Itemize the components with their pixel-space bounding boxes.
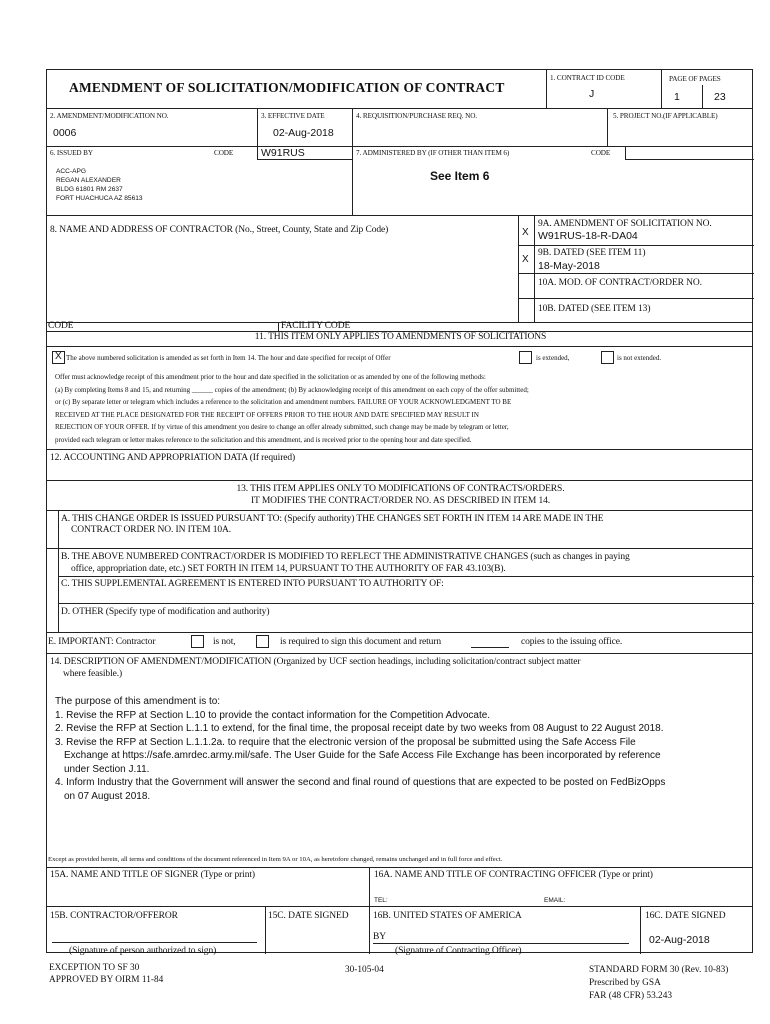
item11-mark: X — [55, 351, 62, 362]
is-not-label: is not, — [213, 637, 236, 647]
requisition-label: 4. REQUISITION/PURCHASE REQ. NO. — [356, 112, 477, 120]
by-label: BY — [373, 932, 386, 942]
is-not-extended-checkbox[interactable] — [601, 351, 614, 364]
page-of-pages-label: PAGE OF PAGES — [669, 75, 721, 83]
signature-officer-caption: (Signature of Contracting Officer) — [395, 946, 522, 956]
item11-heading: 11. THIS ITEM ONLY APPLIES TO AMENDMENTS OF SOLICITATIONS — [254, 332, 547, 342]
item9a-value[interactable]: W91RUS-18-R-DA04 — [538, 230, 638, 242]
form-code: 30-105-04 — [345, 965, 384, 975]
issued-by-label: 6. ISSUED BY — [50, 149, 93, 157]
administered-by-code-label: CODE — [591, 149, 611, 157]
is-not-checkbox[interactable] — [191, 635, 204, 648]
issued-by-code-label: CODE — [214, 149, 234, 157]
project-no-label: 5. PROJECT NO.(IF APPLICABLE) — [613, 112, 718, 120]
is-required-label: is required to sign this document and return — [280, 637, 442, 647]
item9a-label: 9A. AMENDMENT OF SOLICITATION NO. — [538, 219, 712, 229]
amendment-form — [46, 69, 753, 956]
effective-date-value[interactable]: 02-Aug-2018 — [273, 127, 334, 139]
item10b-label: 10B. DATED (SEE ITEM 13) — [538, 304, 651, 314]
administered-by-value: See Item 6 — [430, 169, 490, 183]
signer-name-label: 15A. NAME AND TITLE OF SIGNER (Type or print) — [50, 870, 255, 880]
amendment-no-label: 2. AMENDMENT/MODIFICATION NO. — [50, 112, 169, 120]
email-label: EMAIL: — [544, 897, 566, 904]
approved-label: APPROVED BY OIRM 11-84 — [49, 975, 164, 985]
description-label-2: where feasible.) — [63, 669, 123, 679]
copies-blank[interactable] — [471, 647, 509, 648]
item10a-label: 10A. MOD. OF CONTRACT/ORDER NO. — [538, 278, 702, 288]
except-provided-text: Except as provided herein, all terms and conditions of the document referenced in Item 9A or 10A, as heretofore changed, remains unchanged and in full force and effect. — [48, 856, 503, 863]
prescribed-label: Prescribed by GSA — [589, 978, 661, 988]
contractor-signature-line[interactable] — [52, 942, 257, 943]
standard-form-label: STANDARD FORM 30 (Rev. 10-83) — [589, 965, 729, 975]
is-extended-label: is extended, — [536, 354, 570, 362]
form-title: AMENDMENT OF SOLICITATION/MODIFICATION OF CONTRACT — [69, 80, 505, 95]
description-text: The purpose of this amendment is to: 1. Revise the RFP at Section L.10 to provide the contact information for the Competition Advocate. 2. Revise the RFP at Section L.1.1 to extend, for the final time, the proposal receipt date by two weeks from 08 August to 22 August 2018. 3. Revise the RFP at Section L.1.1.2a. to require that the electronic version of the proposal be submitted using the Safe Access File Exchange at https://safe.amrdec.army.mil/safe. The User Guide for the Safe Access File Exchange has been incorporated by reference under Section J.11. 4. Inform Industry that the Government will answer the second and final round of questions that are expected to be posted on FedBizOpps on 07 August 2018. — [55, 696, 666, 802]
copies-label: copies to the issuing office. — [521, 637, 623, 647]
item13c-text: C. THIS SUPPLEMENTAL AGREEMENT IS ENTERED INTO PURSUANT TO AUTHORITY OF: — [61, 579, 444, 589]
united-states-label: 16B. UNITED STATES OF AMERICA — [373, 911, 522, 921]
signature-person-caption: (Signature of person authorized to sign) — [69, 946, 217, 956]
contracting-officer-label: 16A. NAME AND TITLE OF CONTRACTING OFFICER (Type or print) — [374, 870, 653, 880]
important-label: E. IMPORTANT: Contractor — [48, 637, 156, 647]
contractor-offeror-label: 15B. CONTRACTOR/OFFEROR — [50, 911, 178, 921]
contract-id-code-value[interactable]: J — [589, 88, 595, 100]
item13b-text-1: B. THE ABOVE NUMBERED CONTRACT/ORDER IS MODIFIED TO REFLECT THE ADMINISTRATIVE CHANGES (such as changes in paying — [61, 552, 630, 562]
date-signed-value: 02-Aug-2018 — [649, 934, 710, 946]
amendment-no-value[interactable]: 0006 — [53, 127, 77, 139]
item13-heading-2: IT MODIFIES THE CONTRACT/ORDER NO. AS DESCRIBED IN ITEM 14. — [250, 496, 551, 506]
item9a-mark[interactable]: X — [522, 227, 529, 238]
description-label-1: 14. DESCRIPTION OF AMENDMENT/MODIFICATION (Organized by UCF section headings, including solicitation/contract subject matter — [50, 657, 581, 667]
facility-code-label: FACILITY CODE — [281, 321, 351, 331]
date-signed-16c-label: 16C. DATE SIGNED — [645, 911, 726, 921]
page-number: 1 — [674, 91, 680, 103]
administered-by-label: 7. ADMINISTERED BY (IF OTHER THAN ITEM 6) — [356, 149, 510, 157]
item11-amended-text: The above numbered solicitation is amended as set forth in Item 14. The hour and date specified for receipt of Offer — [66, 354, 391, 362]
is-extended-checkbox[interactable] — [519, 351, 532, 364]
item13d-text: D. OTHER (Specify type of modification and authority) — [61, 607, 270, 617]
far-label: FAR (48 CFR) 53.243 — [589, 991, 672, 1001]
is-required-checkbox[interactable] — [256, 635, 269, 648]
date-signed-15c-label: 15C. DATE SIGNED — [268, 911, 349, 921]
issued-by-code-value[interactable]: W91RUS — [261, 147, 305, 159]
contractor-code-label: CODE — [48, 321, 74, 331]
contractor-address-label: 8. NAME AND ADDRESS OF CONTRACTOR (No., Street, County, State and Zip Code) — [50, 225, 389, 235]
item9b-mark[interactable]: X — [522, 254, 529, 265]
item13b-text-2: office, appropriation date, etc.) SET FORTH IN ITEM 14, PURSUANT TO THE AUTHORITY OF FAR 43.103(B). — [71, 564, 506, 574]
item13a-text-2: CONTRACT ORDER NO. IN ITEM 10A. — [71, 525, 232, 535]
officer-signature-line[interactable] — [373, 943, 629, 944]
tel-label: TEL: — [374, 897, 388, 904]
item13-heading-1: 13. THIS ITEM APPLIES ONLY TO MODIFICATIONS OF CONTRACTS/ORDERS. — [236, 484, 565, 494]
total-pages: 23 — [714, 91, 726, 103]
effective-date-label: 3. EFFECTIVE DATE — [261, 112, 325, 120]
contract-id-code-label: 1. CONTRACT ID CODE — [550, 74, 625, 82]
item11-instructions: Offer must acknowledge receipt of this amendment prior to the hour and date specified in the solicitation or as amended by one of the following methods: (a) By completing Items 8 and 15, and returning ______ copies of the amendment; (b) By acknowledging receipt of this amendment on each copy of the offer submitted; or (c) By separate letter or telegram which includes a reference to the solicitation and amendment numbers. FAILURE OF YOUR ACKNOWLEDGMENT TO BE RECEIVED AT THE PLACE DESIGNATED FOR THE RECEIPT OF OFFERS PRIOR TO THE HOUR AND DATE SPECIFIED MAY RESULT IN REJECTION OF YOUR OFFER. If by virtue of this amendment you desire to change an offer already submitted, such change may be made by telegram or letter, provided each telegram or letter makes reference to the solicitation and this amendment, and is received prior to the opening hour and date specified. — [55, 373, 529, 444]
item13a-text-1: A. THIS CHANGE ORDER IS ISSUED PURSUANT TO: (Specify authority) THE CHANGES SET FORTH IN ITEM 14 ARE MADE IN THE — [61, 514, 604, 524]
is-not-extended-label: is not extended. — [617, 354, 662, 362]
item9b-label: 9B. DATED (SEE ITEM 11) — [538, 248, 646, 258]
exception-label: EXCEPTION TO SF 30 — [49, 963, 140, 973]
issuer-address: ACC-APG REGAN ALEXANDER BLDG 61801 RM 2637 FORT HUACHUCA AZ 85613 — [56, 168, 143, 202]
item9b-value[interactable]: 18-May-2018 — [538, 260, 600, 272]
accounting-data-label: 12. ACCOUNTING AND APPROPRIATION DATA (If required) — [50, 453, 296, 463]
